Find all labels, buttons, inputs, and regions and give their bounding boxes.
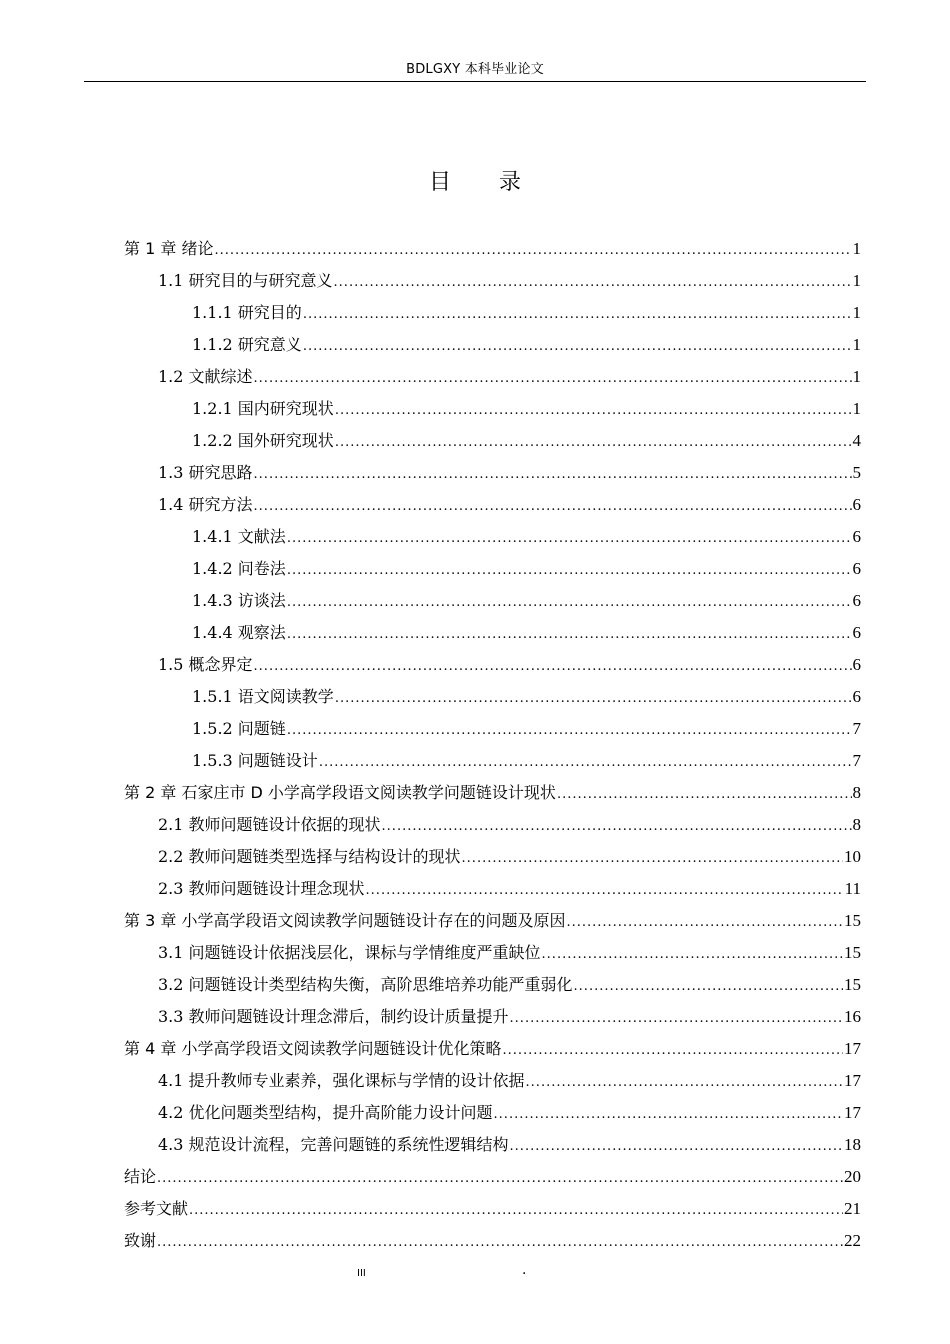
toc-dot-leader <box>366 875 844 907</box>
toc-entry-label: 1.2.2 国外研究现状 <box>192 431 334 450</box>
toc-entry[interactable] <box>124 713 861 745</box>
toc-entry-label: 2.2 教师问题链类型选择与结构设计的现状 <box>158 847 461 866</box>
toc-entry[interactable] <box>124 585 861 617</box>
toc-entry[interactable] <box>124 1097 861 1129</box>
toc-entry-label: 3.3 教师问题链设计理念滞后，制约设计质量提升 <box>158 1007 509 1026</box>
footer-mark: . <box>522 1262 527 1278</box>
toc-entry-label: 第 3 章 小学高学段语文阅读教学问题链设计存在的问题及原因 <box>124 911 566 930</box>
running-header: BDLGXY 本科毕业论文 <box>406 62 544 77</box>
toc-entry[interactable] <box>124 649 861 681</box>
footer-page-number: III <box>357 1268 366 1279</box>
toc-entry-page: 22 <box>844 1231 861 1250</box>
toc-dot-leader <box>157 1163 843 1195</box>
toc-entry[interactable] <box>124 1033 861 1065</box>
toc-entry-label: 1.5.3 问题链设计 <box>192 751 318 770</box>
toc-entry-page: 6 <box>852 559 861 578</box>
toc-entry[interactable] <box>124 1161 861 1193</box>
toc-dot-leader <box>303 331 852 363</box>
toc-entry-page: 17 <box>844 1103 861 1122</box>
table-of-contents <box>124 233 861 1257</box>
toc-entry[interactable] <box>124 745 861 777</box>
toc-entry[interactable] <box>124 777 861 809</box>
toc-dot-leader <box>382 811 852 843</box>
toc-entry[interactable] <box>124 841 861 873</box>
toc-dot-leader <box>254 491 852 523</box>
toc-entry[interactable] <box>124 969 861 1001</box>
toc-entry-label: 第 4 章 小学高学段语文阅读教学问题链设计优化策略 <box>124 1039 502 1058</box>
toc-entry-page: 20 <box>844 1167 861 1186</box>
toc-entry-page: 17 <box>844 1039 861 1058</box>
toc-entry-page: 6 <box>852 495 861 514</box>
toc-dot-leader <box>542 939 843 971</box>
toc-entry-label: 1.4 研究方法 <box>158 495 253 514</box>
toc-entry-label: 4.3 规范设计流程，完善问题链的系统性逻辑结构 <box>158 1135 509 1154</box>
toc-entry-label: 第 2 章 石家庄市 D 小学高学段语文阅读教学问题链设计现状 <box>124 783 556 802</box>
toc-entry-label: 3.1 问题链设计依据浅层化，课标与学情维度严重缺位 <box>158 943 541 962</box>
toc-dot-leader <box>287 619 852 651</box>
toc-dot-leader <box>189 1195 843 1227</box>
toc-entry-page: 4 <box>852 431 861 450</box>
toc-dot-leader <box>287 715 852 747</box>
toc-dot-leader <box>335 395 852 427</box>
toc-entry[interactable] <box>124 1193 861 1225</box>
toc-entry-label: 结论 <box>124 1167 157 1186</box>
toc-entry-label: 1.4.3 访谈法 <box>192 591 286 610</box>
toc-entry-page: 15 <box>844 943 861 962</box>
toc-entry-label: 1.2 文献综述 <box>158 367 253 386</box>
toc-entry-label: 1.1.1 研究目的 <box>192 303 302 322</box>
toc-dot-leader <box>574 971 843 1003</box>
toc-entry[interactable] <box>124 329 861 361</box>
toc-entry[interactable] <box>124 681 861 713</box>
toc-entry-page: 6 <box>852 623 861 642</box>
toc-entry[interactable] <box>124 1129 861 1161</box>
toc-entry-page: 16 <box>844 1007 861 1026</box>
toc-entry[interactable] <box>124 297 861 329</box>
toc-entry-page: 6 <box>852 655 861 674</box>
toc-entry-page: 1 <box>852 303 861 322</box>
toc-entry-page: 10 <box>844 847 861 866</box>
toc-entry-page: 1 <box>852 239 861 258</box>
toc-dot-leader <box>157 1227 843 1259</box>
toc-entry[interactable] <box>124 617 861 649</box>
toc-entry-page: 6 <box>852 527 861 546</box>
toc-entry-page: 15 <box>844 975 861 994</box>
toc-entry[interactable] <box>124 489 861 521</box>
toc-dot-leader <box>510 1131 843 1163</box>
toc-entry-label: 1.3 研究思路 <box>158 463 253 482</box>
toc-entry-label: 1.1.2 研究意义 <box>192 335 302 354</box>
toc-entry-page: 1 <box>852 399 861 418</box>
toc-entry-page: 11 <box>844 879 861 898</box>
toc-entry-page: 1 <box>852 367 861 386</box>
toc-entry[interactable] <box>124 361 861 393</box>
toc-entry-page: 7 <box>852 751 861 770</box>
toc-entry-page: 5 <box>852 463 861 482</box>
toc-entry[interactable] <box>124 873 861 905</box>
toc-entry-label: 1.5.1 语文阅读教学 <box>192 687 334 706</box>
toc-entry-label: 1.4.2 问卷法 <box>192 559 286 578</box>
toc-dot-leader <box>303 299 852 331</box>
toc-entry-label: 4.2 优化问题类型结构，提升高阶能力设计问题 <box>158 1103 493 1122</box>
header-rule <box>84 81 866 82</box>
toc-entry-label: 4.1 提升教师专业素养，强化课标与学情的设计依据 <box>158 1071 525 1090</box>
toc-dot-leader <box>214 235 851 267</box>
toc-dot-leader <box>254 651 852 683</box>
toc-dot-leader <box>526 1067 843 1099</box>
toc-entry-page: 17 <box>844 1071 861 1090</box>
toc-dot-leader <box>254 363 852 395</box>
toc-entry-page: 15 <box>844 911 861 930</box>
toc-entry-page: 18 <box>844 1135 861 1154</box>
toc-dot-leader <box>510 1003 843 1035</box>
toc-dot-leader <box>287 555 852 587</box>
toc-dot-leader <box>287 587 852 619</box>
toc-entry-page: 21 <box>844 1199 861 1218</box>
toc-dot-leader <box>557 779 852 811</box>
toc-entry-label: 2.3 教师问题链设计理念现状 <box>158 879 365 898</box>
toc-entry-label: 3.2 问题链设计类型结构失衡，高阶思维培养功能严重弱化 <box>158 975 573 994</box>
toc-entry-page: 8 <box>852 815 861 834</box>
toc-entry[interactable] <box>124 809 861 841</box>
toc-dot-leader <box>334 267 852 299</box>
toc-dot-leader <box>287 523 852 555</box>
toc-title: 目录 <box>428 170 569 195</box>
toc-entry-page: 1 <box>852 335 861 354</box>
toc-entry-page: 6 <box>852 591 861 610</box>
toc-entry-page: 8 <box>852 783 861 802</box>
toc-entry-label: 1.5 概念界定 <box>158 655 253 674</box>
toc-entry-page: 6 <box>852 687 861 706</box>
toc-entry-label: 致谢 <box>124 1231 157 1250</box>
toc-entry-label: 1.1 研究目的与研究意义 <box>158 271 333 290</box>
toc-entry-label: 1.4.4 观察法 <box>192 623 286 642</box>
toc-dot-leader <box>566 907 843 939</box>
toc-entry[interactable] <box>124 425 861 457</box>
toc-entry-label: 1.2.1 国内研究现状 <box>192 399 334 418</box>
toc-entry-label: 1.5.2 问题链 <box>192 719 286 738</box>
toc-dot-leader <box>335 683 852 715</box>
toc-entry[interactable] <box>124 553 861 585</box>
toc-dot-leader <box>254 459 852 491</box>
toc-entry-label: 第 1 章 绪论 <box>124 239 214 258</box>
toc-entry[interactable] <box>124 233 861 265</box>
toc-dot-leader <box>335 427 852 459</box>
toc-entry[interactable] <box>124 393 861 425</box>
toc-entry-label: 参考文献 <box>124 1199 189 1218</box>
toc-entry[interactable] <box>124 1001 861 1033</box>
toc-dot-leader <box>319 747 852 779</box>
toc-dot-leader <box>494 1099 843 1131</box>
toc-entry[interactable] <box>124 521 861 553</box>
toc-dot-leader <box>462 843 843 875</box>
toc-entry[interactable] <box>124 937 861 969</box>
toc-entry[interactable] <box>124 457 861 489</box>
toc-entry[interactable] <box>124 265 861 297</box>
toc-dot-leader <box>502 1035 843 1067</box>
toc-entry-page: 7 <box>852 719 861 738</box>
toc-entry-page: 1 <box>852 271 861 290</box>
toc-entry[interactable] <box>124 905 861 937</box>
toc-entry[interactable] <box>124 1225 861 1257</box>
toc-entry-label: 2.1 教师问题链设计依据的现状 <box>158 815 381 834</box>
toc-entry-label: 1.4.1 文献法 <box>192 527 286 546</box>
toc-entry[interactable] <box>124 1065 861 1097</box>
